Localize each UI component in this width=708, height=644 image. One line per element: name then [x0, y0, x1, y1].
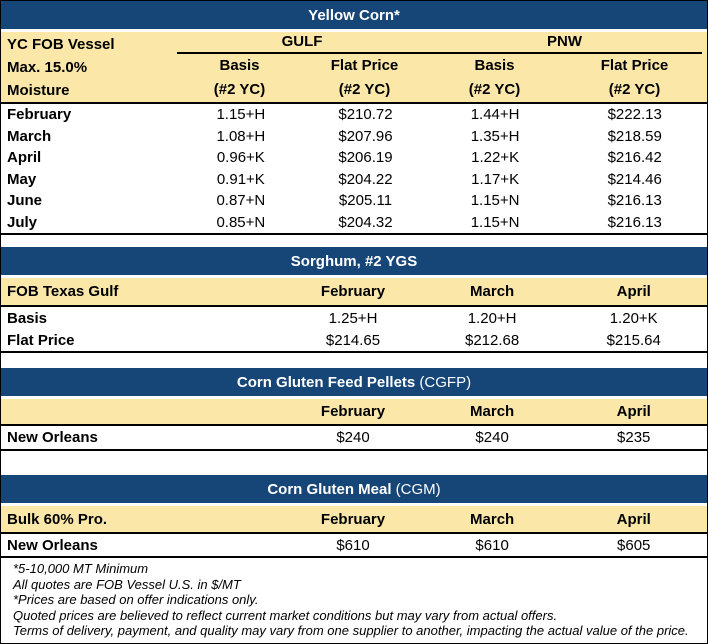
yellow-corn-column-headers: [177, 32, 707, 102]
footnote-line: *Prices are based on offer indications only.: [13, 592, 259, 607]
footnote-line: Terms of delivery, payment, and quality may vary from one supplier to another, impacting the actual value of the price.: [13, 623, 689, 638]
table-row: [1, 169, 707, 191]
column-header-row: [177, 54, 707, 102]
footnotes: [1, 558, 707, 639]
month-header: April: [616, 403, 651, 420]
flat-price-cell: $216.13: [607, 213, 662, 231]
basis-cell: 1.15+H: [216, 106, 266, 124]
month-header: February: [320, 403, 386, 420]
yellow-corn-table: [1, 1, 707, 235]
cgm-title-bar: [1, 475, 707, 503]
column-header-line1: Basis: [474, 57, 515, 74]
row-label: Basis: [7, 309, 48, 327]
month-header: February: [320, 510, 386, 528]
row-header-line: Max. 15.0%: [7, 59, 88, 76]
cgfp-header-band: [1, 399, 707, 424]
month-cell: July: [7, 213, 38, 231]
month-header: February: [320, 283, 386, 300]
yellow-corn-row-header: [1, 32, 177, 102]
table-row: [1, 426, 707, 449]
cgm-table: [1, 475, 707, 558]
yellow-corn-title: Yellow Corn*: [308, 6, 400, 24]
month-header: April: [616, 283, 651, 300]
sorghum-header-band: [1, 278, 707, 305]
month-cell: May: [7, 170, 37, 188]
table-row: [1, 147, 707, 169]
row-header-line: YC FOB Vessel: [7, 36, 115, 53]
flat-price-cell: $216.42: [607, 149, 662, 167]
flat-price-cell: $204.32: [338, 213, 393, 231]
column-header-line2: (#2 YC): [338, 81, 391, 98]
footnote-line: Quoted prices are believed to reflect current market conditions but may vary from actual offers.: [13, 607, 558, 623]
flat-price-cell: $207.96: [338, 127, 393, 145]
flat-price-cell: $214.46: [607, 170, 662, 188]
flat-price-cell: $218.59: [607, 127, 662, 145]
value-cell: $240: [475, 429, 509, 446]
flat-price-cell: $222.13: [607, 106, 662, 124]
flat-price-cell: $205.11: [338, 192, 393, 210]
footnote-line: *5-10,000 MT Minimum: [13, 561, 149, 576]
column-header-line2: (#2 YC): [468, 81, 521, 98]
column-header-line1: Flat Price: [330, 57, 399, 74]
value-cell: $605: [617, 536, 651, 554]
value-cell: $212.68: [465, 331, 520, 349]
row-label: New Orleans: [7, 429, 98, 446]
cgfp-table: [1, 368, 707, 451]
month-header: March: [470, 510, 515, 528]
table-row: [1, 126, 707, 148]
flat-price-cell: $210.72: [338, 106, 393, 124]
yellow-corn-header-band: [1, 32, 707, 102]
cgm-title-paren: (CGM): [391, 480, 441, 498]
basis-cell: 1.35+H: [470, 127, 520, 145]
table-row: [1, 190, 707, 212]
column-header-pnw-basis: [427, 54, 562, 102]
row-header-line: Moisture: [7, 82, 70, 99]
column-header-line2: (#2 YC): [608, 81, 661, 98]
column-header-line2: (#2 YC): [213, 81, 266, 98]
group-header-gulf: GULF: [281, 33, 323, 50]
month-cell: February: [7, 106, 72, 124]
table-row: [1, 329, 707, 351]
basis-cell: 1.15+N: [470, 213, 520, 231]
basis-cell: 1.44+H: [470, 106, 520, 124]
month-header: April: [616, 510, 651, 528]
flat-price-cell: $216.13: [607, 192, 662, 210]
basis-cell: 0.91+K: [216, 170, 265, 188]
port-group-row: [177, 32, 702, 54]
month-header: March: [470, 283, 515, 300]
basis-cell: 1.17+K: [471, 170, 520, 188]
cgfp-title: Corn Gluten Feed Pellets: [236, 373, 416, 391]
month-cell: April: [7, 149, 42, 167]
column-header-line1: Flat Price: [600, 57, 669, 74]
sorghum-table: [1, 247, 707, 353]
month-header: March: [470, 403, 515, 420]
row-label: Flat Price: [7, 331, 75, 349]
cgm-title: Corn Gluten Meal: [267, 480, 392, 498]
table-row: [1, 104, 707, 126]
value-cell: $215.64: [606, 331, 661, 349]
value-cell: $610: [336, 536, 370, 554]
yellow-corn-title-bar: [1, 1, 707, 29]
column-header-gulf-basis: [177, 54, 302, 102]
value-cell: 1.25+H: [328, 309, 378, 327]
month-cell: June: [7, 192, 43, 210]
basis-cell: 0.87+N: [216, 192, 266, 210]
basis-cell: 1.15+N: [470, 192, 520, 210]
group-header-pnw: PNW: [547, 33, 582, 50]
table-row: [1, 307, 707, 329]
table-row: [1, 212, 707, 234]
sorghum-title: Sorghum, #2 YGS: [290, 252, 418, 270]
basis-cell: 0.85+N: [216, 213, 266, 231]
value-cell: $235: [617, 429, 651, 446]
cgm-header-band: [1, 506, 707, 532]
table-gap: [1, 451, 707, 475]
table-gap: [1, 235, 707, 247]
value-cell: $610: [475, 536, 509, 554]
table-row: [1, 534, 707, 556]
basis-cell: 0.96+K: [216, 149, 265, 167]
table-gap: [1, 353, 707, 368]
table-row-header: Bulk 60% Pro.: [7, 510, 108, 528]
month-cell: March: [7, 127, 52, 145]
value-cell: $240: [336, 429, 370, 446]
flat-price-cell: $206.19: [338, 149, 393, 167]
cgfp-title-bar: [1, 368, 707, 396]
value-cell: $214.65: [325, 331, 381, 349]
flat-price-cell: $204.22: [338, 170, 393, 188]
column-header-gulf-flat-price: [302, 54, 427, 102]
basis-cell: 1.22+K: [471, 149, 520, 167]
footnote-line: All quotes are FOB Vessel U.S. in $/MT: [13, 576, 241, 592]
table-row-header: FOB Texas Gulf: [7, 283, 119, 300]
cgfp-title-paren: (CGFP): [415, 373, 472, 391]
sorghum-title-bar: [1, 247, 707, 275]
basis-cell: 1.08+H: [216, 127, 266, 145]
value-cell: 1.20+H: [467, 309, 517, 327]
value-cell: 1.20+K: [609, 309, 658, 327]
column-header-line1: Basis: [219, 57, 260, 74]
row-label: New Orleans: [7, 536, 98, 554]
column-header-pnw-flat-price: [562, 54, 707, 102]
